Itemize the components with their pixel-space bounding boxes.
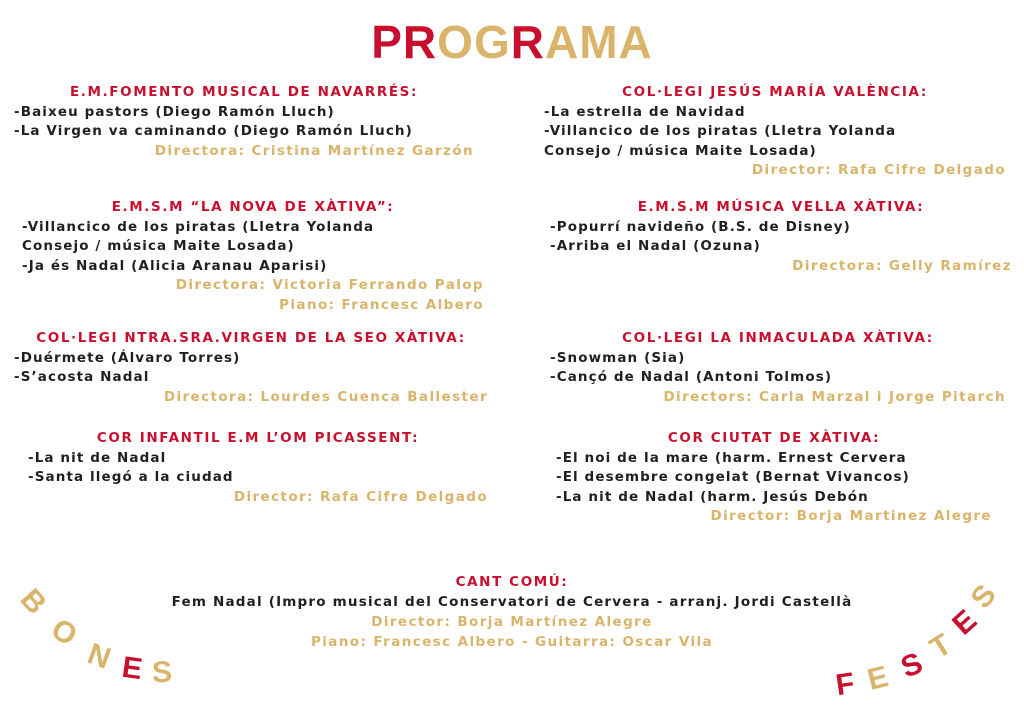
program-block-musica-vella <box>550 198 1012 276</box>
bones-letter: O <box>45 612 83 653</box>
credits-line: Piano: Francesc Albero - Guitarra: Oscar Vila <box>310 634 714 650</box>
song-line: -El noi de la mare (harm. Ernest Cervera <box>556 449 907 466</box>
song-line: -La nit de Nadal (harm. Jesús Debón <box>556 488 869 505</box>
title-letter: G <box>473 16 511 68</box>
festes-letter: E <box>946 603 984 642</box>
director-line: Director: Rafa Cifre Delgado <box>751 162 1006 179</box>
director-line: Director: Rafa Cifre Delgado <box>233 488 488 505</box>
song-line: -La Virgen va caminando (Diego Ramón Lluch) <box>14 123 413 140</box>
program-block-la-nova <box>22 198 484 316</box>
title-letter: O <box>437 16 474 68</box>
director-line: Directors: Carla Marzal i Jorge Pitarch <box>663 388 1006 405</box>
song-line: Consejo / música Maite Losada) <box>544 142 817 159</box>
song-line: -Ja és Nadal (Alicia Aranau Aparisi) <box>22 257 328 274</box>
bones-letter: S <box>151 655 173 690</box>
block-heading: E.M.S.M “LA NOVA DE XÀTIVA”: <box>111 199 395 215</box>
program-block-virgen-seo <box>14 329 488 407</box>
block-heading: E.M.FOMENTO MUSICAL DE NAVARRÉS: <box>69 84 419 100</box>
title-letter: A <box>544 16 580 68</box>
program-block-inmaculada <box>550 329 1006 407</box>
director-line: Directora: Lourdes Cuenca Ballester <box>163 388 488 405</box>
director-line: Directora: Gelly Ramírez <box>792 257 1012 274</box>
director-line: Directora: Cristina Martínez Garzón <box>154 142 474 159</box>
song-line: -Villancico de los piratas (Lletra Yolanda <box>22 218 375 235</box>
festes-letter: S <box>964 578 1003 615</box>
song-line: -El desembre congelat (Bernat Vivancos) <box>556 469 910 486</box>
program-block-cor-xativa <box>556 429 992 527</box>
title-letter: R <box>402 16 438 68</box>
block-heading: COL·LEGI JESÚS MARÍA VALÈNCIA: <box>622 84 928 100</box>
page-title <box>0 14 1024 70</box>
song-line: -Arriba el Nadal (Ozuna) <box>550 238 761 255</box>
festes-letter: E <box>864 660 892 697</box>
title-letter: R <box>510 16 545 68</box>
title-letter: P <box>371 16 403 68</box>
song-line: -S’acosta Nadal <box>14 369 150 386</box>
song-line: -Baixeu pastors (Diego Ramón Lluch) <box>14 103 335 120</box>
block-heading: COL·LEGI NTRA.SRA.VIRGEN DE LA SEO XÀTIVA: <box>36 330 466 346</box>
block-heading: E.M.S.M MÚSICA VELLA XÀTIVA: <box>637 199 925 215</box>
program-block-navarres <box>14 83 474 161</box>
program-block-jesus-maria <box>544 83 1006 181</box>
block-heading: COR CIUTAT DE XÀTIVA: <box>667 430 881 446</box>
song-line: -Villancico de los piratas (Lletra Yolanda <box>544 123 897 140</box>
song-line: -Santa llegó a la ciudad <box>28 469 234 486</box>
director-line: Directora: Victoria Ferrando Palop <box>175 277 484 294</box>
festes-letter: T <box>924 627 958 666</box>
director-line: Director: Borja Martínez Alegre <box>371 614 653 630</box>
song-line: -La estrella de Navidad <box>544 103 746 120</box>
block-heading: CANT COMÚ: <box>455 574 569 590</box>
festes-letter: F <box>833 666 857 703</box>
song-line: Consejo / música Maite Losada) <box>22 238 295 255</box>
piano-line: Piano: Francesc Albero <box>279 296 484 313</box>
program-block-cant-comu <box>0 572 1024 652</box>
bones-letter: B <box>13 582 53 621</box>
song-line: Fem Nadal (Impro musical del Conservatori de Cervera - arranj. Jordi Castellà <box>171 594 853 610</box>
director-line: Director: Borja Martinez Alegre <box>710 508 992 525</box>
block-heading: COR INFANTIL E.M L’OM PICASSENT: <box>96 430 420 446</box>
song-line: -La nit de Nadal <box>28 449 167 466</box>
block-heading: COL·LEGI LA INMACULADA XÀTIVA: <box>622 330 934 346</box>
bones-letter: E <box>119 650 145 687</box>
song-line: -Popurrí navideño (B.S. de Disney) <box>550 218 851 235</box>
title-letter: M <box>579 16 619 68</box>
title-letter: A <box>618 16 653 68</box>
song-line: -Cançó de Nadal (Antoni Tolmos) <box>550 369 833 386</box>
bones-letter: N <box>83 637 115 676</box>
program-block-picassent <box>28 429 488 507</box>
festes-letter: S <box>896 646 928 685</box>
song-line: -Snowman (Sia) <box>550 349 686 366</box>
song-line: -Duérmete (Álvaro Torres) <box>14 349 241 366</box>
